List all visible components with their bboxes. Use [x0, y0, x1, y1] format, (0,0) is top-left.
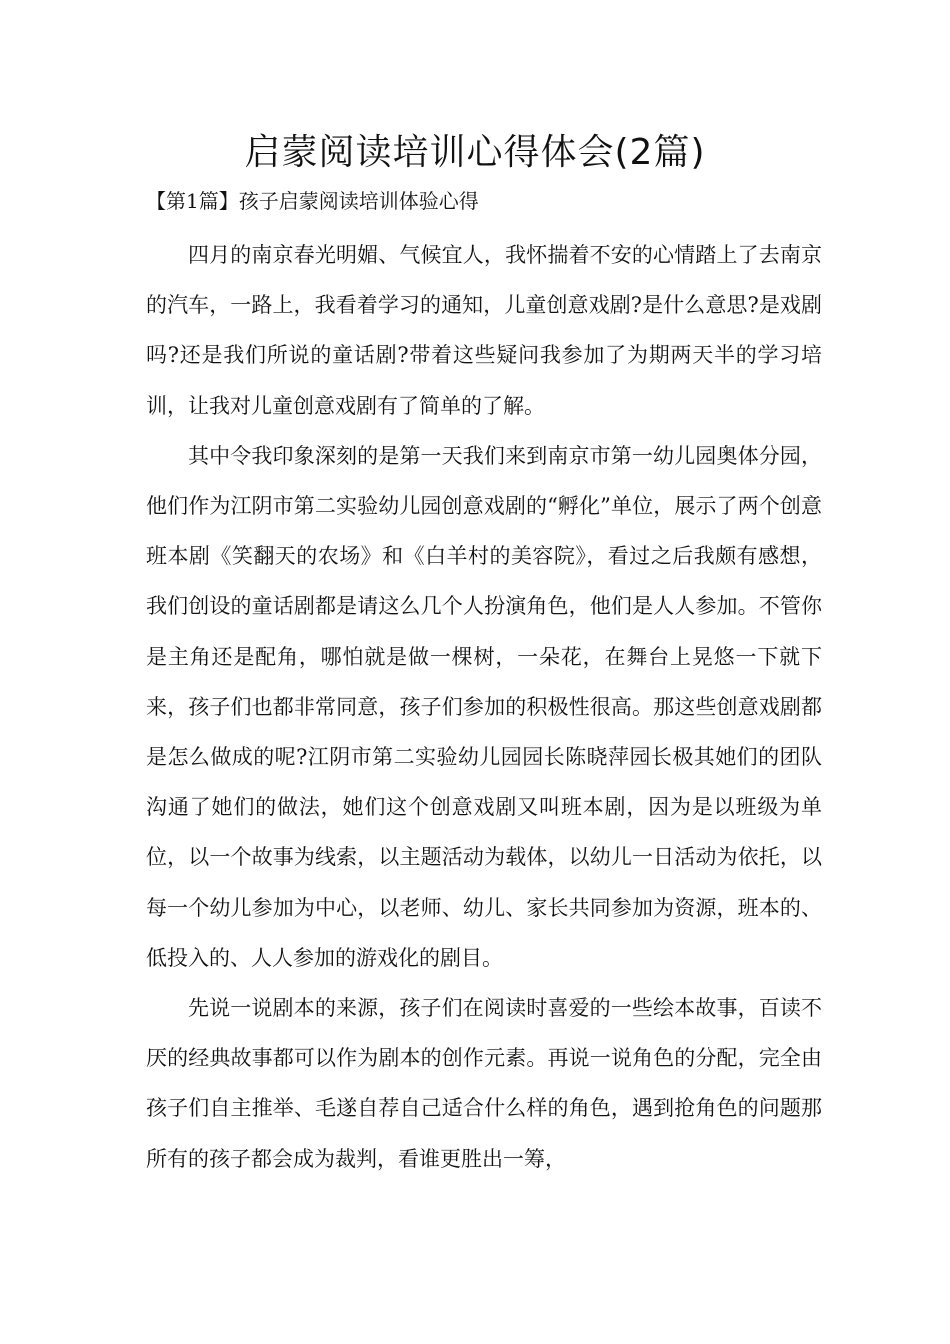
document-title: 启蒙阅读培训心得体会(2篇) [244, 132, 706, 173]
paragraph-2: 其中令我印象深刻的是第一天我们来到南京市第一幼儿园奥体分园，他们作为江阴市第二实验幼儿园创意戏剧的“孵化”单位，展示了两个创意班本剧《笑翻天的农场》和《白羊村的美容院》，看过之后我颇有感想，我们创设的童话剧都是请这么几个人扮演角色，他们是人人参加。不管你是主角还是配角，哪怕就是做一棵树，一朵花，在舞台上晃悠一下就下来，孩子们也都非常同意，孩子们参加的积极性很高。那这些创意戏剧都是怎么做成的呢?江阴市第二实验幼儿园园长陈晓萍园长极其她们的团队沟通了她们的做法，她们这个创意戏剧又叫班本剧，因为是以班级为单位，以一个故事为线索，以主题活动为载体，以幼儿一日活动为依托，以每一个幼儿参加为中心，以老师、幼儿、家长共同参加为资源，班本的、低投入的、人人参加的游戏化的剧目。 [146, 443, 822, 970]
document-body [146, 230, 822, 1184]
section-heading: 【第1篇】孩子启蒙阅读培训体验心得 [146, 189, 479, 213]
paragraph-3: 先说一说剧本的来源，孩子们在阅读时喜爱的一些绘本故事，百读不厌的经典故事都可以作为剧本的创作元素。再说一说角色的分配，完全由孩子们自主推举、毛遂自荐自己适合什么样的角色，遇到抢角色的问题那所有的孩子都会成为裁判，看谁更胜出一筹， [146, 996, 822, 1171]
paragraph-1: 四月的南京春光明媚、气候宜人，我怀揣着不安的心情踏上了去南京的汽车，一路上，我看着学习的通知，儿童创意戏剧?是什么意思?是戏剧吗?还是我们所说的童话剧?带着这些疑问我参加了为期两天半的学习培训，让我对儿童创意戏剧有了简单的了解。 [146, 243, 822, 418]
